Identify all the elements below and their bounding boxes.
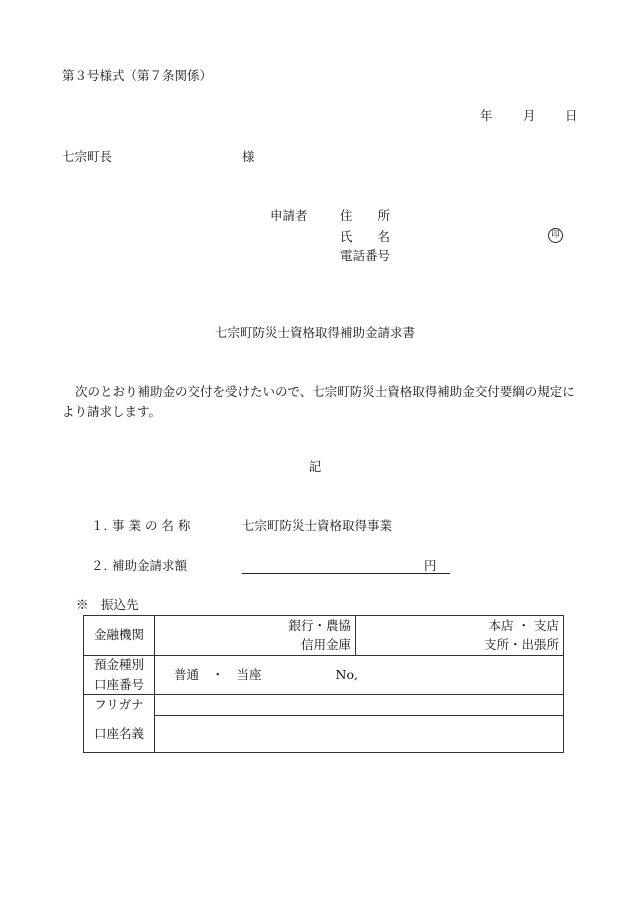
- account-type-options: 普通 ・ 当座: [174, 666, 262, 682]
- amount-field[interactable]: [242, 573, 450, 574]
- account-field[interactable]: [155, 656, 564, 695]
- account-number-label: 口座番号: [93, 676, 144, 692]
- bank-table: [83, 615, 564, 753]
- bank-type-2: 信用金庫: [300, 637, 351, 652]
- holder-field[interactable]: [155, 716, 564, 753]
- item-2-label: 補助金請求額: [112, 558, 188, 573]
- item-2-number: ２．: [91, 558, 117, 573]
- document-title: 七宗町防災士資格取得補助金請求書: [214, 325, 415, 340]
- yen-unit: 円: [424, 558, 437, 573]
- item-1-value: 七宗町防災士資格取得事業: [242, 518, 393, 533]
- bank-row: [84, 616, 564, 656]
- ki-heading: 記: [308, 459, 322, 474]
- transfer-note: ※ 振込先: [76, 597, 139, 612]
- date-day-label: 日: [565, 108, 578, 123]
- addressee: 七宗町長: [62, 149, 113, 164]
- account-row: [84, 656, 564, 695]
- holder-row: [84, 716, 564, 753]
- furigana-row: [84, 695, 564, 716]
- date-month-label: 月: [523, 108, 536, 123]
- deposit-type-label: 預金種別: [93, 657, 144, 672]
- body-text: 次のとおり補助金の交付を受けたいので、七宗町防災士資格取得補助金交付要綱の規定により請求します。: [62, 384, 575, 419]
- seal-mark: 印: [548, 228, 563, 243]
- branch-type-2: 支所・出張所: [483, 637, 559, 652]
- address-label: 住 所: [340, 208, 391, 223]
- bank-type-1: 銀行・農協: [288, 617, 351, 633]
- name-label: 氏 名: [340, 229, 391, 244]
- item-1-label: 事 業 の 名 称: [112, 518, 191, 533]
- applicant-label: 申請者: [270, 208, 308, 223]
- phone-label: 電話番号: [340, 248, 391, 263]
- bank-label: 金融機関: [84, 616, 155, 656]
- branch-type-1: 本店 ・ 支店: [488, 617, 559, 633]
- account-no-label: No,: [335, 666, 358, 682]
- holder-label: 口座名義: [84, 716, 155, 753]
- bank-name-field[interactable]: [155, 616, 356, 656]
- branch-field[interactable]: [356, 616, 564, 656]
- furigana-field[interactable]: [155, 695, 564, 716]
- account-label: [84, 656, 155, 695]
- date-year-label: 年: [480, 108, 493, 123]
- form-number: 第３号様式（第７条関係）: [62, 68, 213, 83]
- honorific: 様: [242, 149, 255, 164]
- item-1-number: １．: [91, 518, 117, 533]
- furigana-label: フリガナ: [84, 695, 155, 716]
